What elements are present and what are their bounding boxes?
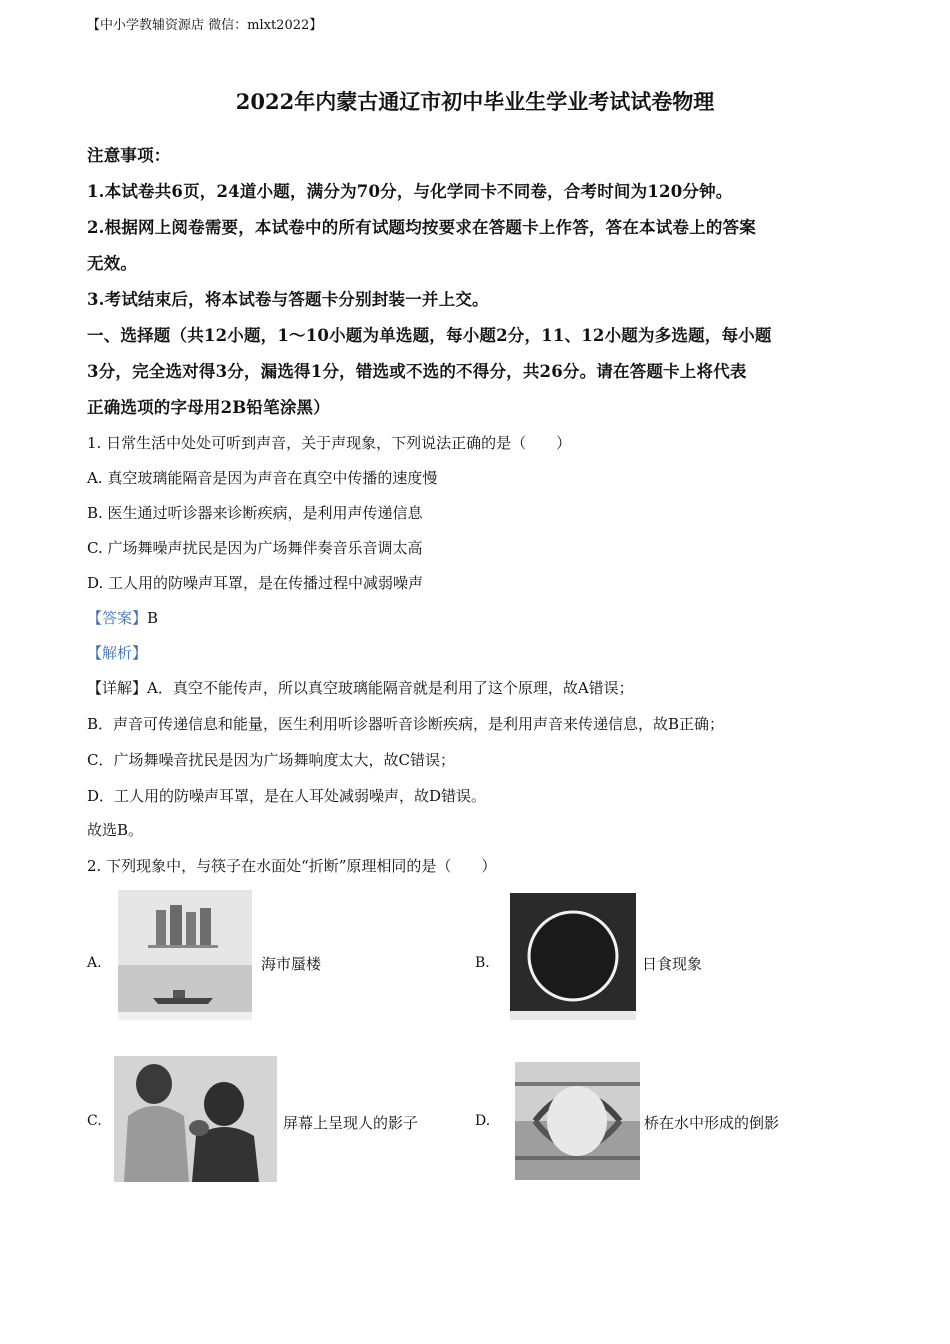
detail-tag: 【详解】: [87, 679, 148, 697]
mirage-image: [118, 890, 252, 1020]
q1-stem: 1. 日常生活中处处可听到声音，关于声现象，下列说法正确的是（ ）: [87, 434, 572, 452]
q2-option-b-label: B.: [475, 955, 490, 971]
solar-eclipse-image: [510, 893, 636, 1020]
q2-option-d-label: D.: [475, 1113, 491, 1129]
q2-option-c-label: C.: [87, 1113, 102, 1129]
q1-detail-b: B．声音可传递信息和能量，医生利用听诊器听音诊断疾病，是利用声音来传递信息，故B正确；: [87, 715, 725, 733]
q1-option-d: D. 工人用的防噪声耳罩，是在传播过程中减弱噪声: [87, 574, 424, 592]
notice-item-3: 3.考试结束后，将本试卷与答题卡分别封装一并上交。: [87, 290, 489, 309]
section1-line1: 一、选择题（共12小题，1～10小题为单选题，每小题2分，11、12小题为多选题，每小题: [87, 326, 772, 345]
notice-item-1: 1.本试卷共6页，24道小题，满分为70分，与化学同卡不同卷，合考时间为120分钟。: [87, 182, 733, 201]
q2-option-a-label: A.: [87, 955, 102, 971]
q1-detail-d: D．工人用的防噪声耳罩，是在人耳处减弱噪声，故D错误。: [87, 787, 487, 805]
notice-item-2: 2.根据网上阅卷需要，本试卷中的所有试题均按要求在答题卡上作答，答在本试卷上的答案: [87, 218, 756, 237]
shadow-image: [114, 1056, 277, 1182]
q1-detail-c: C．广场舞噪音扰民是因为广场舞响度太大，故C错误；: [87, 751, 455, 769]
answer-value: B: [147, 609, 159, 627]
detail-a-text: A．真空不能传声，所以真空玻璃能隔音就是利用了这个原理，故A错误；: [147, 679, 634, 697]
q2-option-d-text: 桥在水中形成的倒影: [644, 1114, 780, 1132]
q2-option-b-text: 日食现象: [642, 955, 703, 973]
q2-option-c-text: 屏幕上呈现人的影子: [283, 1114, 419, 1132]
page-header: 【中小学教辅资源店 微信：mlxt2022】: [87, 18, 323, 33]
analysis-tag: 【解析】: [87, 644, 148, 662]
q2-stem: 2. 下列现象中，与筷子在水面处“折断”原理相同的是（ ）: [87, 857, 497, 875]
section1-line3: 正确选项的字母用2B铅笔涂黑）: [87, 398, 330, 417]
page-title: 2022年内蒙古通辽市初中毕业生学业考试试卷物理: [235, 89, 715, 114]
notice-heading: 注意事项：: [87, 146, 171, 165]
q1-conclusion: 故选B。: [87, 821, 144, 839]
section1-line2: 3分，完全选对得3分，漏选得1分，错选或不选的不得分，共26分。请在答题卡上将代表: [87, 362, 747, 381]
answer-tag: 【答案】: [87, 609, 148, 627]
q1-detail-a: [87, 677, 634, 698]
q1-option-c: C. 广场舞噪声扰民是因为广场舞伴奏音乐音调太高: [87, 539, 423, 557]
notice-item-2-cont: 无效。: [87, 254, 138, 273]
q2-option-a-text: 海市蜃楼: [261, 955, 322, 973]
q1-option-a: A. 真空玻璃能隔音是因为声音在真空中传播的速度慢: [87, 469, 438, 487]
bridge-reflection-image: [515, 1062, 640, 1180]
q1-answer: [87, 607, 158, 628]
q1-option-b: B. 医生通过听诊器来诊断疾病，是利用声传递信息: [87, 504, 423, 522]
